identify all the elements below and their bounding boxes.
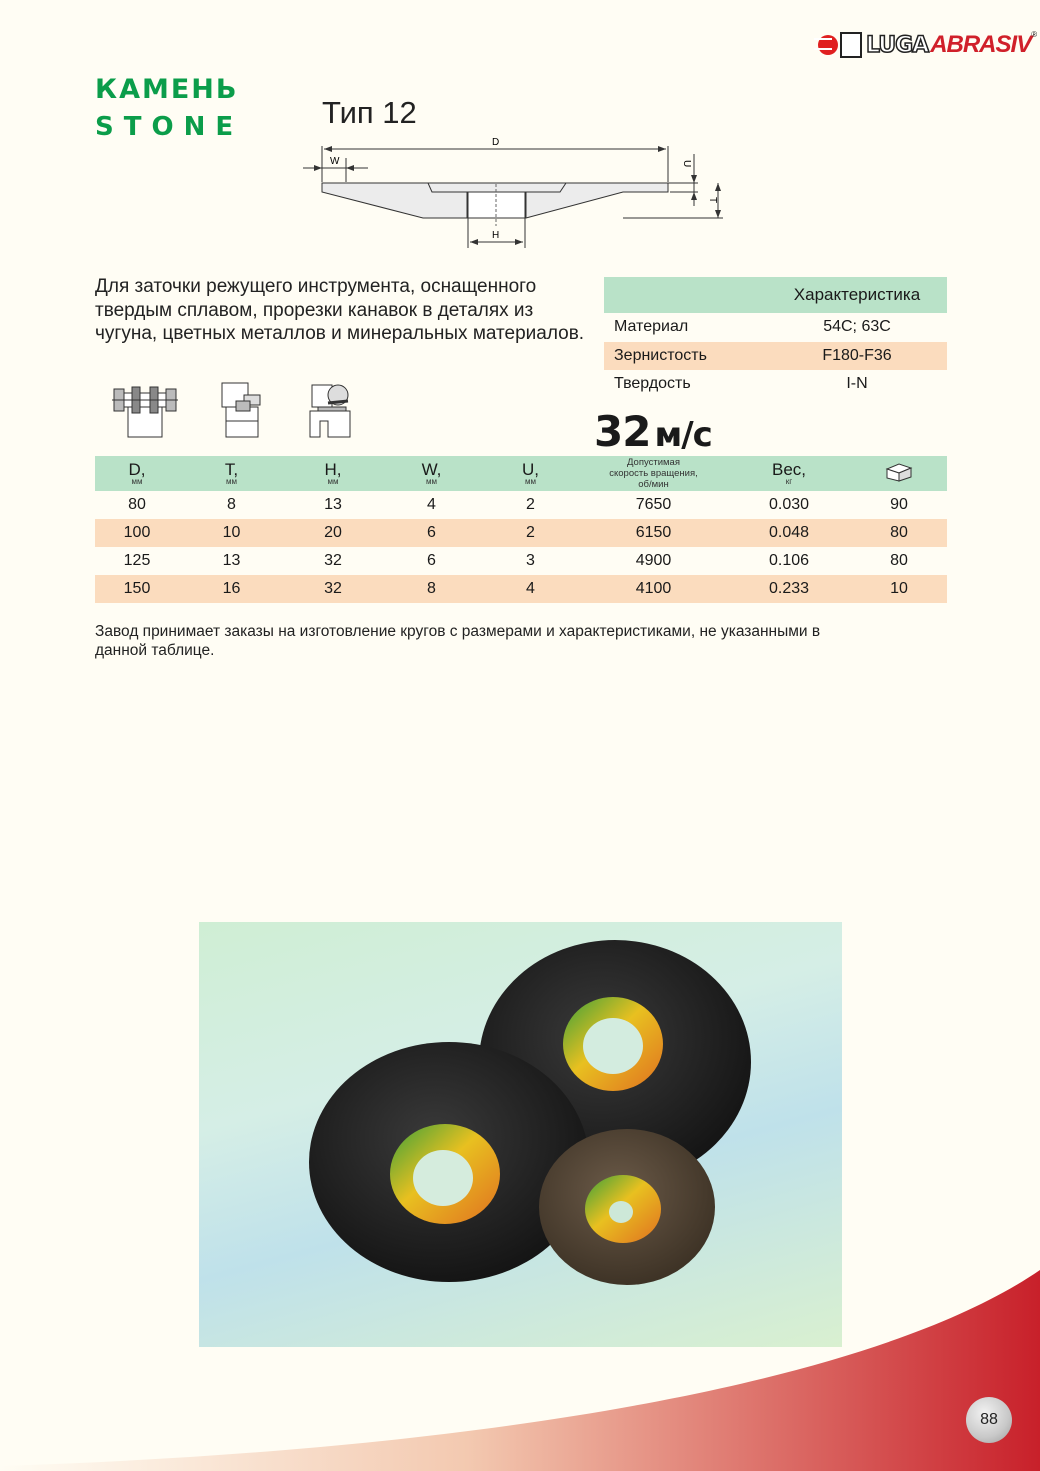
header-weight: Вес, кг	[727, 456, 851, 491]
characteristics-value: I-N	[767, 370, 947, 399]
cell-quantity: 80	[851, 519, 947, 547]
cell-weight: 0.106	[727, 547, 851, 575]
dimensions-header-row	[95, 456, 947, 491]
characteristics-row	[604, 313, 947, 342]
table-row	[95, 519, 947, 547]
cell-u: 2	[481, 519, 580, 547]
cell-t: 10	[179, 519, 284, 547]
cell-t: 8	[179, 491, 284, 519]
speed-unit: м/с	[654, 415, 712, 455]
tool-grinder-icon	[306, 381, 354, 439]
cell-weight: 0.048	[727, 519, 851, 547]
logo-ball-icon	[818, 35, 838, 55]
logo-text-abrasiv: ABRASIV	[930, 31, 1032, 58]
cell-u: 4	[481, 575, 580, 603]
type-label: Тип 12	[322, 95, 417, 130]
characteristics-table	[604, 277, 947, 399]
cell-d: 100	[95, 519, 179, 547]
wheel-cross-section-diagram	[298, 136, 738, 251]
decorative-swoosh	[0, 1230, 1040, 1471]
cell-h: 32	[284, 547, 382, 575]
title-english: STONE	[95, 112, 244, 142]
header-w: W, мм	[382, 456, 481, 491]
speed-value: 32	[594, 407, 651, 456]
header-d: D, мм	[95, 456, 179, 491]
cell-h: 13	[284, 491, 382, 519]
bench-grinder-icon	[112, 383, 178, 439]
header-rotation-speed: Допустимая скорость вращения, об/мин	[580, 456, 727, 491]
label-t: T	[707, 197, 718, 204]
max-speed-label	[594, 407, 712, 456]
order-note: Завод принимает заказы на изготовление кругов с размерами и характеристиками, не указанными в данной таблице.	[95, 623, 821, 659]
characteristics-row	[604, 342, 947, 371]
cell-speed: 7650	[580, 491, 727, 519]
table-row	[95, 575, 947, 603]
characteristics-header: Характеристика	[767, 277, 947, 313]
cell-d: 125	[95, 547, 179, 575]
table-row	[95, 547, 947, 575]
characteristics-row	[604, 370, 947, 399]
label-d: D	[492, 137, 500, 148]
characteristics-label: Зернистость	[604, 342, 767, 371]
label-u: U	[681, 160, 692, 168]
dimensions-table	[95, 456, 947, 603]
header-t: T, мм	[179, 456, 284, 491]
cell-d: 80	[95, 491, 179, 519]
cell-h: 20	[284, 519, 382, 547]
cell-speed: 6150	[580, 519, 727, 547]
cell-quantity: 80	[851, 547, 947, 575]
header-u: U, мм	[481, 456, 580, 491]
cell-w: 6	[382, 547, 481, 575]
characteristics-header-empty	[604, 277, 767, 313]
cell-d: 150	[95, 575, 179, 603]
cell-speed: 4100	[580, 575, 727, 603]
cell-t: 16	[179, 575, 284, 603]
cell-u: 2	[481, 491, 580, 519]
page-number: 88	[966, 1397, 1012, 1443]
cell-w: 8	[382, 575, 481, 603]
title-russian: КАМЕНЬ	[95, 74, 239, 105]
characteristics-label: Твердость	[604, 370, 767, 399]
cell-h: 32	[284, 575, 382, 603]
label-h: H	[492, 230, 500, 241]
description-text: Для заточки режущего инструмента, оснащенного твердым сплавом, прорезки канавок в деталях из чугуна, цветных металлов и минеральных материалов.	[95, 276, 585, 344]
label-w: W	[330, 156, 340, 167]
cell-u: 3	[481, 547, 580, 575]
box-icon	[884, 460, 914, 482]
header-package-quantity	[851, 456, 947, 491]
cell-w: 6	[382, 519, 481, 547]
surface-grinder-icon	[218, 381, 264, 439]
logo-registered-mark: ®	[1031, 30, 1038, 39]
logo-text-luga: LUGA	[866, 32, 929, 58]
cell-quantity: 90	[851, 491, 947, 519]
cell-speed: 4900	[580, 547, 727, 575]
table-row	[95, 491, 947, 519]
header-h: H, мм	[284, 456, 382, 491]
cell-w: 4	[382, 491, 481, 519]
cell-weight: 0.233	[727, 575, 851, 603]
logo-box-icon	[840, 32, 862, 58]
characteristics-value: 54C; 63C	[767, 313, 947, 342]
cell-quantity: 10	[851, 575, 947, 603]
characteristics-value: F180-F36	[767, 342, 947, 371]
cell-t: 13	[179, 547, 284, 575]
characteristics-header-row	[604, 277, 947, 313]
cell-weight: 0.030	[727, 491, 851, 519]
characteristics-label: Материал	[604, 313, 767, 342]
brand-logo	[818, 30, 1037, 60]
